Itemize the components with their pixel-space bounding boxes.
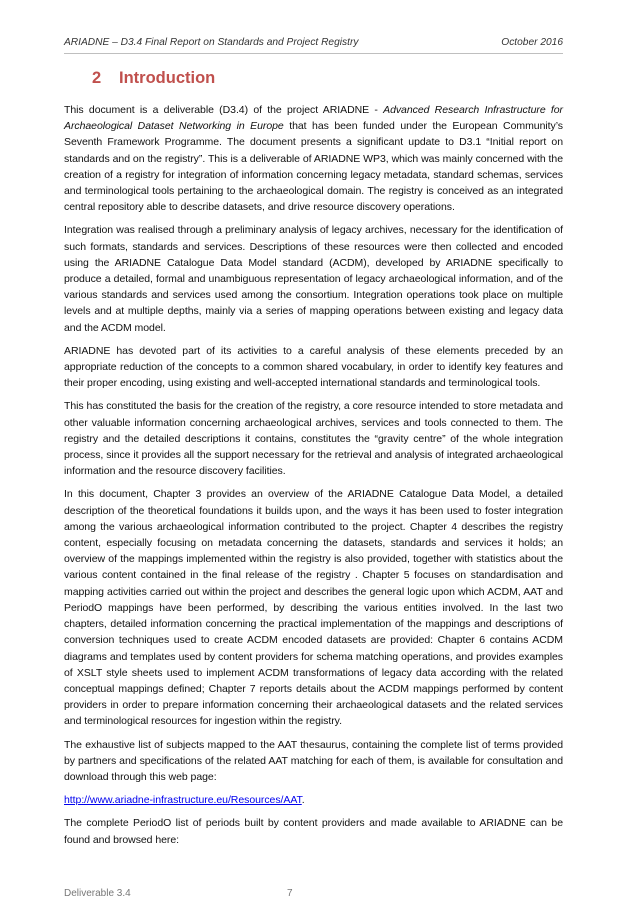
paragraph-6: The exhaustive list of subjects mapped to the AAT thesaurus, containing the complete list of terms provided by partners and specifications of the related AAT matching for each of them, is available for consultation and download through this web page: (64, 738, 563, 783)
header-title: ARIADNE – D3.4 Final Report on Standards and Project Registry (64, 37, 359, 48)
paragraph-1 (64, 102, 563, 215)
body-text (64, 102, 563, 855)
aat-resource-link[interactable]: http://www.ariadne-infrastructure.eu/Resources/AAT (64, 794, 302, 807)
project-full-name: Advanced Research Infrastructure for Archaeological Dataset Networking in Europe (64, 104, 564, 133)
section-number: 2 (92, 69, 102, 87)
page-number: 7 (287, 888, 293, 898)
paragraph-4: This has constituted the basis for the creation of the registry, a core resource intended to store metadata and other valuable information concerning archaeological archives, services and tools connected to them. The registry and the detailed descriptions it contains, constitutes the “gravity centre” of the whole integration process, since it provides all the support necessary for the retrieval and analysis of integrated archaeological information and the resource discovery facilities. (64, 400, 563, 478)
link-period: . (301, 794, 305, 807)
header-date: October 2016 (501, 37, 563, 48)
section-title: Introduction (119, 69, 216, 87)
page-footer (64, 888, 563, 898)
paragraph-5: In this document, Chapter 3 provides an overview of the ARIADNE Catalogue Data Model, a detailed description of the theoretical foundations it builds upon, and the ways it has been used to foster integration among the various archaeological information contributed to the project. Chapter 4 describes the registry content, especially focusing on metadata concerning the datasets, standards and services it holds; an overview of the mappings implemented within the registry is also provided, together with statistics about the various content contained in the final release of the registry . Chapter 5 focuses on standardisation and mapping activities carried out within the project and describes the general logic upon which ACDM, AAT and PeriodO mappings have been performed, by describing the various entities involved. In the last two chapters, detailed information concerning the practical implementation of the mappings and descriptions of conversion techniques used to create ACDM encoded datasets are provided: Chapter 6 contains ACDM diagrams and templates used by content providers for schema matching operations, and provides examples of XSLT style sheets used to implement ACDM transformations of legacy data according with the related conceptual mappings defined; Chapter 7 reports details about the ACDM mappings performed by content providers in order to prepare information concerning their archaeological datasets and the related services and terminological resources for ingestion within the registry. (64, 488, 563, 728)
paragraph-8: The complete PeriodO list of periods built by content providers and made available to ARIADNE can be found and browsed here: (64, 817, 563, 846)
section-heading (92, 69, 215, 88)
paragraph-3: ARIADNE has devoted part of its activities to a careful analysis of these elements preceded by an appropriate reduction of the concepts to a common shared vocabulary, in order to identify key features and their proper encoding, using existing and well-accepted international standards and terminological tools. (64, 344, 563, 390)
page-header (64, 37, 563, 54)
paragraph-1-intro: This document is a deliverable (D3.4) of the project ARIADNE - (64, 104, 384, 116)
paragraph-2: Integration was realised through a preliminary analysis of legacy archives, necessary for the identification of such formats, standards and services. Descriptions of these resources were then collected and encoded using the ARIADNE Catalogue Data Model standard (ACDM), developed by ARIADNE specifically to produce a detailed, formal and unambiguous representation of legacy archaeological information, and of the various standards and services used among the consortium. Integration operations took place on multiple levels and at multiple depths, mainly via a series of mapping operations between existing and legacy data and the ACDM model. (64, 224, 563, 334)
link-paragraph (64, 792, 563, 808)
footer-deliverable: Deliverable 3.4 (64, 888, 131, 898)
paragraph-1-rest: that has been funded under the European Community’s Seventh Framework Programme. The document presents a significant update to D3.1 “Initial report on standards and on the registry”. This is a deliverable of ARIADNE WP3, which was mainly concerned with the creation of a registry for integration of information concerning legacy metadata, standard schemas, services and terminological tools pertaining to the archaeological domain. The registry is conceived as an integrated central repository able to describe datasets, and drive resource discovery operations. (64, 120, 563, 214)
